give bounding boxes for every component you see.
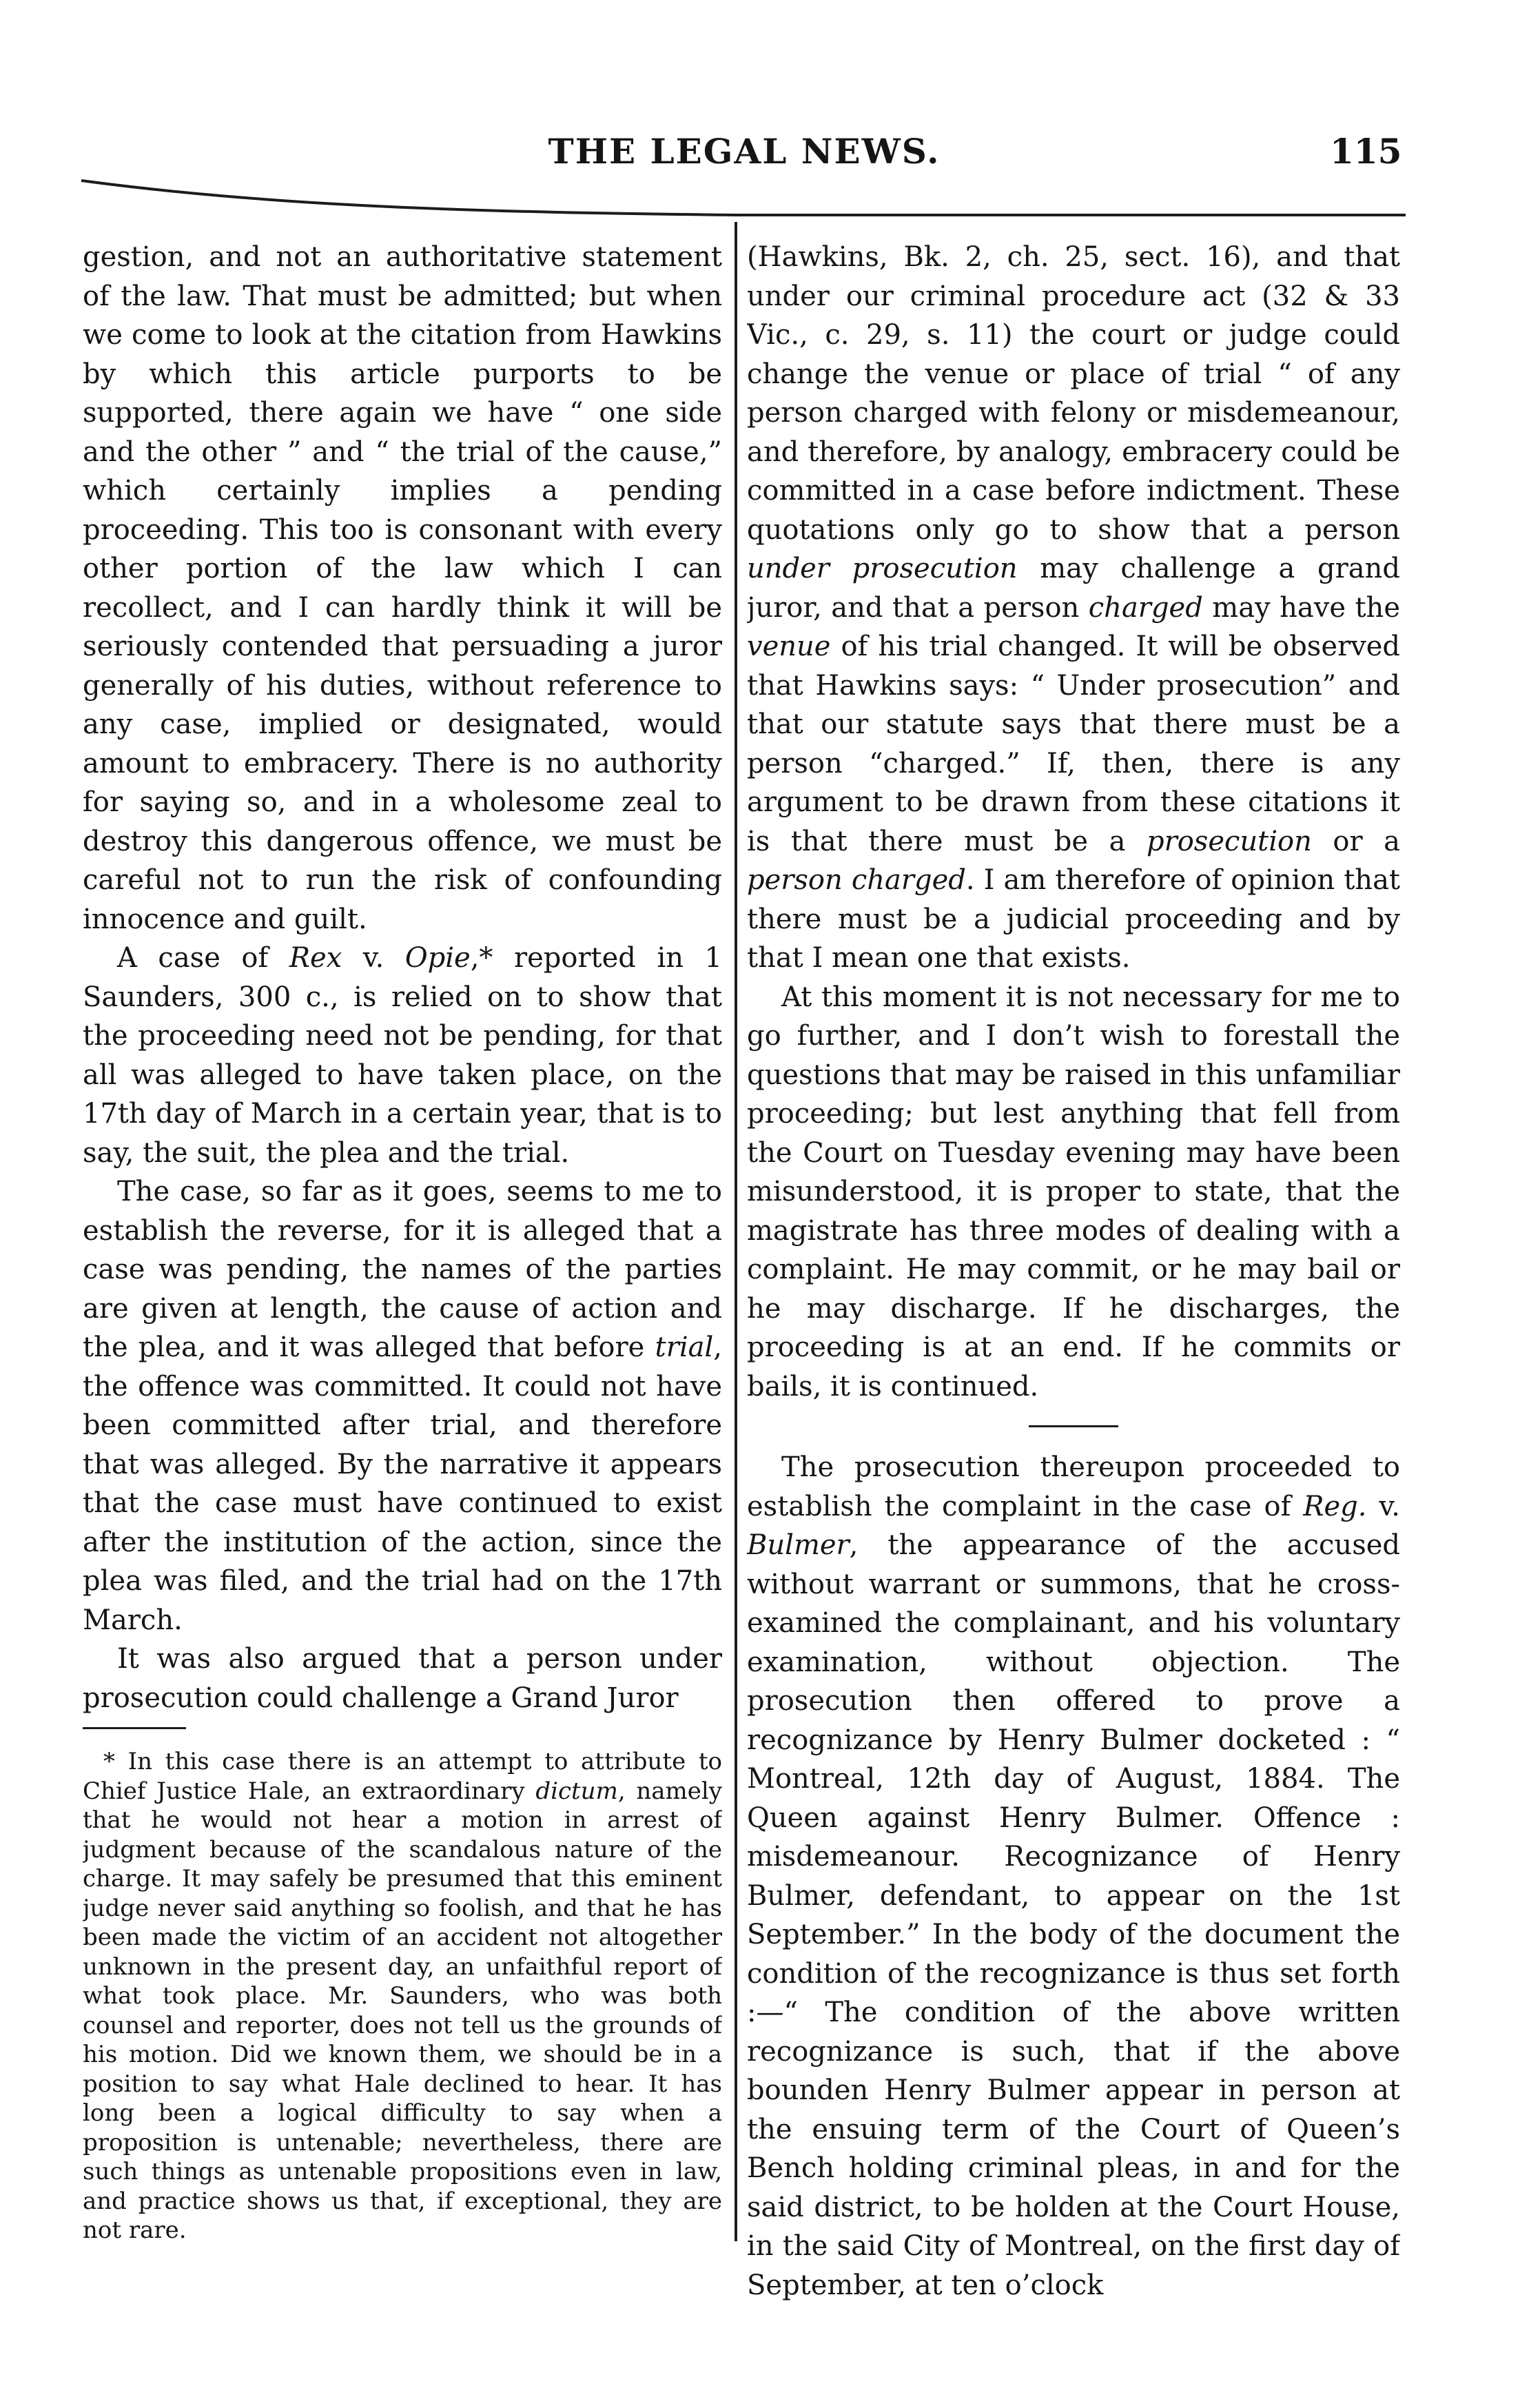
column-divider <box>735 222 737 2241</box>
left-column <box>83 238 722 2305</box>
left-paragraph-4: It was also argued that a person under prosecution could challenge a Grand Juror <box>83 1643 722 1714</box>
footnote-rule <box>83 1727 186 1729</box>
header-rule <box>0 0 1540 227</box>
section-divider <box>1029 1425 1118 1427</box>
right-paragraph-1: (Hawkins, Bk. 2, ch. 25, sect. 16), and that under our criminal procedure act (32 & 33 Vic., c. 29, s. 11) the court or judge could change the venue or place of trial “ of any person charged with felony or misdemeanour, and therefore, by analogy, embracery could be committed in a case before indictment. These quotations only go to show that a person under prosecution may challenge a grand juror, and that a person charged may have the venue of his trial changed. It will be observed that Hawkins says: “ Under prosecution” and that our statute says that there must be a person “charged.” If, then, there is any argument to be drawn from these citations it is that there must be a prosecution or a person charged. I am therefore of opinion that there must be a judicial proceeding and by that I mean one that exists. <box>747 241 1400 974</box>
case-name: Rex <box>289 942 342 974</box>
running-title: THE LEGAL NEWS. <box>548 131 941 172</box>
right-paragraph-2: At this moment it is not necessary for me to go further, and I don’t wish to forestall the questions that may be raised in this unfamiliar proceeding; but lest anything that fell from the Court on Tuesday evening may have been misunderstood, it is proper to state, that the magistrate has three modes of dealing with a complaint. He may commit, or he may bail or he may discharge. If he discharges, the proceeding is at an end. If he commits or bails, it is continued. <box>747 981 1400 1402</box>
left-paragraph-2: A case of Rex v. Opie,* reported in 1 Saunders, 300 c., is relied on to show that the proceeding need not be pending, for that all was alleged to have taken place, on the 17th day of March in a certain year, that is to say, the suit, the plea and the trial. <box>83 942 722 1169</box>
page-number: 115 <box>1330 131 1402 172</box>
right-paragraph-3: The prosecution thereupon proceeded to establish the complaint in the case of Reg. v. Bulmer, the appearance of the accused without warrant or summons, that he cross-examined the complainant, and his voluntary examination, without objection. The prosecution then offered to prove a recognizance by Henry Bulmer docketed : “ Montreal, 12th day of August, 1884. The Queen against Henry Bulmer. Offence : misdemeanour. Recognizance of Henry Bulmer, defendant, to appear on the 1st September.” In the body of the document the condition of the recognizance is thus set forth :—“ The condition of the above written recognizance is such, that if the above bounden Henry Bulmer appear in person at the ensuing term of the Court of Queen’s Bench holding criminal pleas, in and for the said district, to be holden at the Court House, in the said City of Montreal, on the first day of September, at ten o’clock <box>747 1451 1400 2301</box>
left-paragraph-3: The case, so far as it goes, seems to me to establish the reverse, for it is alleged that a case was pending, the names of the parties are given at length, the cause of action and the plea, and it was alleged that before trial, the offence was committed. It could not have been committed after trial, and therefore that was alleged. By the narrative it appears that the case must have continued to exist after the institution of the action, since the plea was filed, and the trial had on the 17th March. <box>83 1176 722 1636</box>
footnote: * In this case there is an attempt to attribute to Chief Justice Hale, an extraordinary dictum, namely that he would not hear a motion in arrest of judgment because of the scandalous nature of the charge. It may safely be presumed that this eminent judge never said anything so foolish, and that he has been made the victim of an accident not altogether unknown in the present day, an unfaithful report of what took place. Mr. Saunders, who was both counsel and reporter, does not tell us the grounds of his motion. Did we known them, we should be in a position to say what Hale declined to hear. It has long been a logical difficulty to say when a proposition is untenable; nevertheless, there are such things as untenable propositions even in law, and practice shows us that, if exceptional, they are not rare. <box>83 1748 722 2244</box>
right-column <box>747 238 1400 2305</box>
left-paragraph-1: gestion, and not an authoritative statement of the law. That must be admitted; but when we come to look at the citation from Hawkins by which this article purports to be supported, there again we have “ one side and the other ” and “ the trial of the cause,” which certainly implies a pending proceeding. This too is consonant with every other portion of the law which I can recollect, and I can hardly think it will be seriously contended that persuading a juror generally of his duties, without reference to any case, implied or designated, would amount to embracery. There is no authority for saying so, and in a wholesome zeal to destroy this dangerous offence, we must be careful not to run the risk of confounding innocence and guilt. <box>83 241 722 935</box>
party-name: Opie <box>404 942 471 974</box>
